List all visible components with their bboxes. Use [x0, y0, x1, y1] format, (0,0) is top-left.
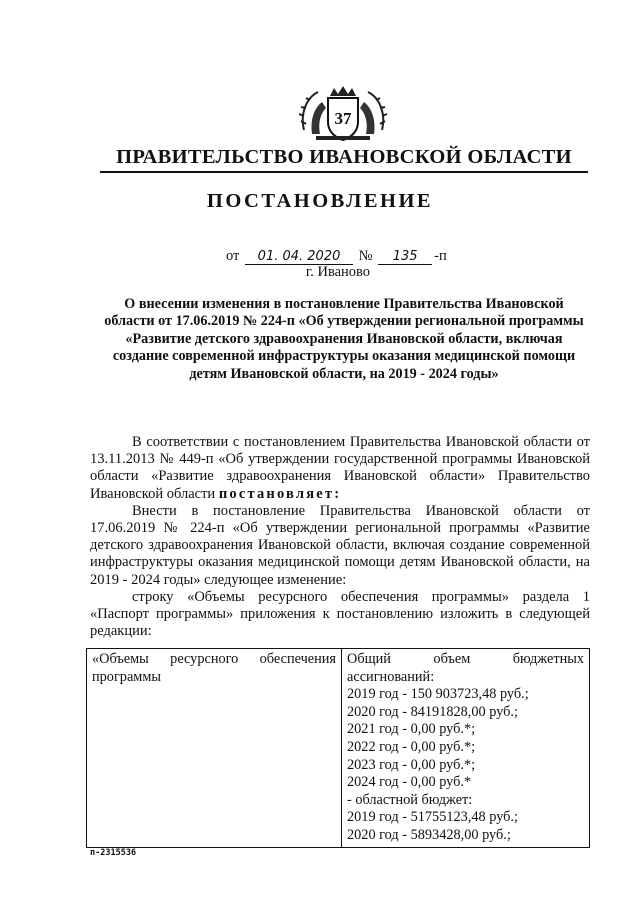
table-line: 2023 год - 0,00 руб.*;: [347, 756, 476, 773]
table-row: [87, 649, 590, 848]
table-line: 2024 год - 0,00 руб.*: [347, 774, 472, 791]
resolution-verb: постановляет:: [218, 485, 342, 502]
number-suffix: -п: [434, 248, 447, 264]
government-title: ПРАВИТЕЛЬСТВО ИВАНОВСКОЙ ОБЛАСТИ: [100, 146, 588, 173]
table-line: 2022 год - 0,00 руб.*;: [347, 738, 476, 755]
document-date: 01. 04. 2020: [245, 249, 353, 265]
document-type: ПОСТАНОВЛЕНИЕ: [206, 190, 434, 212]
table-line: 2020 год - 84191828,00 руб.;: [347, 703, 518, 720]
table-word: бюджетных: [512, 651, 584, 667]
number-prefix: №: [358, 248, 373, 264]
document-body: [90, 434, 590, 640]
table-line: 2020 год - 5893428,00 руб.;: [347, 826, 511, 843]
paragraph-instruction: строку «Объемы ресурсного обеспечения программы» раздела 1 «Паспорт программы» приложения к постановлению изложить в следующей редакции:: [90, 588, 590, 640]
paragraph-basis-text: В соответствии с постановлением Правительства Ивановской области от 13.11.2013 № 449-п «Об утверждении государственной программы Ивановской области «Развитие здравоохранения Ивановской области» Правительство Ивановской области: [90, 434, 590, 502]
table-line: 2019 год - 150 903723,48 руб.;: [347, 686, 529, 703]
paragraph-basis: [90, 434, 590, 503]
coat-of-arms-icon: [298, 84, 388, 142]
paragraph-amendment: Внести в постановление Правительства Ивановской области от 17.06.2019 № 224-п «Об утверждении региональной программы «Развитие детского здравоохранения Ивановской области, включая создание современной инфраструктуры оказания медицинской помощи детям Ивановской области, на 2019 - 2024 годы» следующее изменение:: [90, 502, 590, 588]
document-code: п-2315536: [90, 848, 137, 858]
table-line: 2021 год - 0,00 руб.*;: [347, 721, 476, 738]
city: г. Иваново: [305, 264, 371, 280]
table-line: - областной бюджет:: [347, 791, 473, 808]
table-word: Общий: [347, 651, 391, 667]
emblem-number: 37: [334, 109, 352, 128]
document-number: 135: [378, 249, 432, 265]
table-line: 2019 год - 51755123,48 руб.;: [347, 809, 518, 826]
date-prefix: от: [226, 248, 240, 264]
table-line: ассигнований:: [347, 668, 435, 685]
program-passport-table: [86, 648, 590, 848]
table-line: [347, 651, 584, 669]
table-word: объем: [433, 651, 471, 667]
table-cell-values: [342, 649, 590, 848]
document-subject: О внесении изменения в постановление Правительства Ивановской области от 17.06.2019 № 224-п «Об утверждении региональной программы «Развитие детского здравоохранения Ивановской области, включая создание современной инфраструктуры оказания медицинской помощи детям Ивановской области, на 2019 - 2024 годы»: [104, 296, 584, 382]
table-cell-label: «Объемы ресурсного обеспечения программы: [87, 649, 342, 848]
date-number-line: [226, 248, 447, 265]
